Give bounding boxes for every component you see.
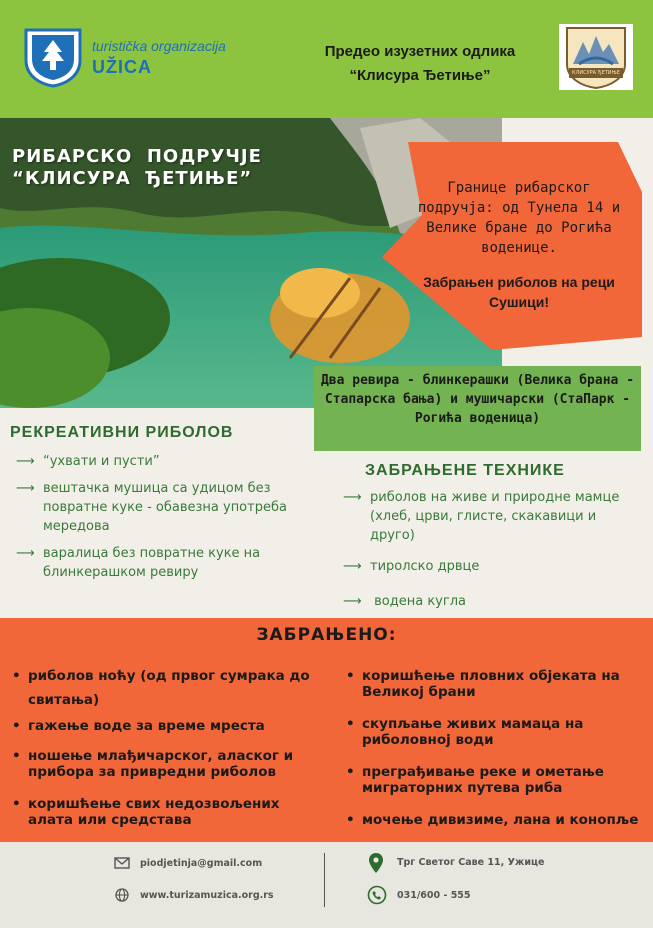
list-item-text: скупљање живих мамаца на риболовној води: [362, 716, 584, 748]
bullet-icon: •: [346, 764, 355, 780]
techniques-title: ЗАБРАЊЕНЕ ТЕХНИКЕ: [365, 462, 565, 479]
list-item-text: мочење дивизиме, лана и конопље: [362, 812, 639, 828]
forbidden-list-left: [4, 664, 324, 842]
website-link[interactable]: www.turizamuzica.org.rs: [140, 890, 274, 901]
list-item-text: риболов ноћу (од првог сумрака до свитања): [28, 668, 310, 708]
bullet-icon: •: [346, 716, 355, 732]
districts-box: Два ревира - блинкерашки (Велика брана - Стапарска бања) и мушичарски (СтаПарк - Рогића воденица): [314, 366, 641, 451]
sushica-ban-text: Забрањен риболов на реци Сушици!: [423, 274, 615, 310]
borders-callout: [412, 178, 626, 312]
list-item: [16, 479, 316, 536]
forbidden-title: ЗАБРАЊЕНО:: [256, 625, 397, 645]
list-item: [338, 764, 650, 796]
globe-icon: [115, 888, 129, 902]
recreational-list: [16, 452, 316, 590]
list-item: [4, 748, 324, 780]
list-item: [343, 557, 643, 576]
borders-text: Границе рибарског подручја: од Тунела 14 и Велике бране до Рогића воденице.: [417, 180, 621, 256]
techniques-list: [343, 488, 643, 619]
footer: [0, 842, 653, 928]
list-item: [4, 796, 324, 828]
list-item: [16, 452, 316, 471]
header-title: [290, 40, 550, 88]
bullet-icon: •: [12, 668, 21, 684]
phone-icon: [367, 885, 387, 905]
list-item-text: гажење воде за време мреста: [28, 718, 265, 734]
list-item: [343, 488, 643, 545]
mail-icon: [114, 857, 130, 869]
list-item: [4, 664, 324, 712]
recreational-title: РЕКРЕАТИВНИ РИБОЛОВ: [10, 424, 234, 441]
list-item: [338, 668, 650, 700]
arrow-right-icon: ⟶: [343, 559, 362, 574]
list-item: [343, 592, 643, 611]
list-item-text: преграђивање реке и ометање миграторних путева риба: [362, 764, 604, 796]
bullet-icon: •: [12, 796, 21, 812]
arrow-right-icon: ⟶: [343, 594, 362, 609]
list-item: [4, 718, 324, 734]
emblem-text: КЛИСУРА ЂЕТИЊЕ: [572, 70, 620, 76]
arrow-right-icon: ⟶: [16, 454, 35, 469]
list-item-text: тиролско дрвце: [370, 559, 480, 574]
hero-title: РИБАРСКО ПОДРУЧЈЕ “КЛИСУРА ЂЕТИЊЕ”: [12, 146, 262, 189]
bullet-icon: •: [346, 668, 355, 684]
arrow-right-icon: ⟶: [343, 490, 362, 505]
list-item-text: коришћење свих недозвољених алата или средстава: [28, 796, 280, 828]
list-item-text: коришћење пловних објеката на Великој брани: [362, 668, 620, 700]
arrow-right-icon: ⟶: [16, 546, 35, 561]
list-item: [338, 812, 650, 828]
logo-icon: [22, 26, 84, 88]
bullet-icon: •: [12, 718, 21, 734]
email-link[interactable]: piodjetinja@gmail.com: [140, 858, 263, 869]
header-title-line1: Предео изузетних одлика: [324, 43, 516, 60]
list-item-text: ношење млађичарског, аласког и прибора за привредни риболов: [28, 748, 294, 780]
list-item-text: риболов на живе и природне мамце (хлеб, црви, глисте, скакавици и друго): [370, 490, 620, 543]
location-pin-icon: [368, 852, 384, 874]
bullet-icon: •: [346, 812, 355, 828]
emblem-logo: [559, 24, 633, 90]
list-item-text: вештачка мушица са удицом без повратне куке - обавезна употреба мередова: [43, 481, 287, 534]
bullet-icon: •: [12, 748, 21, 764]
list-item-text: “ухвати и пусти”: [43, 454, 160, 469]
arrow-right-icon: ⟶: [16, 481, 35, 496]
org-name-line1: turistička organizacija: [92, 38, 226, 54]
list-item: [338, 716, 650, 748]
org-name-line2: UŽICA: [92, 57, 152, 77]
phone-link[interactable]: 031/600 - 555: [397, 890, 471, 901]
header-title-line2: “Клисура Ђетиње”: [349, 67, 491, 84]
footer-divider: [324, 853, 325, 907]
forbidden-list-right: [338, 668, 650, 842]
list-item-text: варалица без повратне куке на блинкерашком ревиру: [43, 546, 261, 580]
list-item: [16, 544, 316, 582]
list-item-text: водена кугла: [370, 594, 466, 609]
address-text: Трг Светог Саве 11, Ужице: [397, 857, 545, 868]
